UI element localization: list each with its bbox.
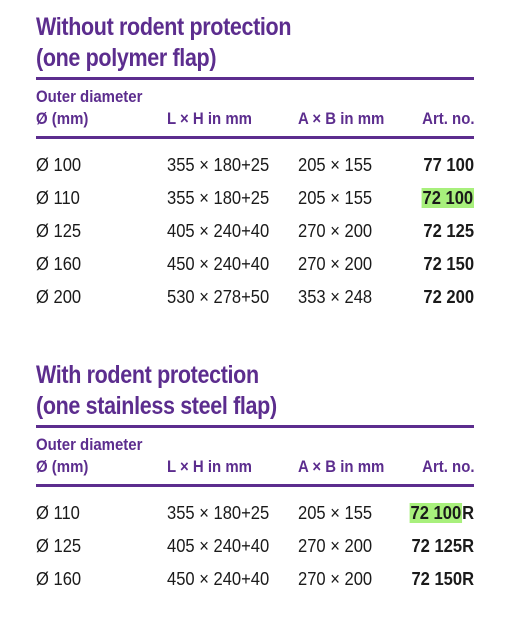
cell-art-no bbox=[423, 248, 474, 281]
art-no-text: 72 200 bbox=[423, 287, 474, 307]
section-title-line2: (one stainless steel flap) bbox=[36, 392, 277, 420]
header-art-no: Art. no. bbox=[421, 457, 474, 476]
art-no-text: 72 150 bbox=[423, 254, 474, 274]
cell-art-no bbox=[423, 149, 474, 182]
art-no-text: 72 150R bbox=[411, 569, 474, 589]
header-outer-diameter bbox=[36, 434, 142, 478]
section-title-line1: With rodent protection bbox=[36, 361, 259, 389]
table-header bbox=[36, 80, 474, 136]
header-outer-diameter-line1: Outer diameter bbox=[36, 87, 143, 106]
section-title bbox=[36, 360, 413, 422]
cell-lxh: 355 × 180+25 bbox=[167, 188, 270, 208]
header-lxh: L × H in mm bbox=[167, 109, 252, 128]
table-row bbox=[36, 497, 474, 530]
art-no-text: 77 100 bbox=[423, 155, 474, 175]
cell-axb: 205 × 155 bbox=[298, 188, 373, 208]
header-outer-diameter-line2: Ø (mm) bbox=[36, 457, 89, 476]
section-with-rodent-protection bbox=[36, 360, 474, 596]
cell-diameter: Ø 160 bbox=[36, 569, 82, 589]
section-without-rodent-protection bbox=[36, 12, 474, 314]
cell-lxh: 405 × 240+40 bbox=[167, 221, 270, 241]
cell-diameter: Ø 200 bbox=[36, 287, 82, 307]
table-row bbox=[36, 149, 474, 182]
cell-lxh: 355 × 180+25 bbox=[167, 503, 270, 523]
cell-diameter: Ø 160 bbox=[36, 254, 82, 274]
cell-axb: 270 × 200 bbox=[298, 221, 373, 241]
cell-axb: 353 × 248 bbox=[298, 287, 373, 307]
cell-art-no bbox=[422, 182, 474, 215]
art-no-text: R bbox=[462, 503, 474, 523]
header-axb: A × B in mm bbox=[298, 109, 385, 128]
cell-art-no bbox=[423, 281, 474, 314]
cell-art-no bbox=[423, 215, 474, 248]
cell-diameter: Ø 125 bbox=[36, 221, 82, 241]
cell-axb: 205 × 155 bbox=[298, 503, 373, 523]
art-no-text: 72 125R bbox=[411, 536, 474, 556]
cell-lxh: 355 × 180+25 bbox=[167, 155, 270, 175]
cell-axb: 270 × 200 bbox=[298, 569, 373, 589]
art-no-text: 72 125 bbox=[423, 221, 474, 241]
section-title bbox=[36, 12, 413, 74]
table-row bbox=[36, 563, 474, 596]
section-title-line2: (one polymer flap) bbox=[36, 44, 217, 72]
cell-diameter: Ø 110 bbox=[36, 503, 80, 523]
header-outer-diameter bbox=[36, 86, 142, 130]
table-header bbox=[36, 428, 474, 484]
cell-art-no bbox=[410, 497, 474, 530]
cell-lxh: 450 × 240+40 bbox=[167, 254, 270, 274]
table-row bbox=[36, 215, 474, 248]
table-body bbox=[36, 139, 474, 314]
cell-art-no bbox=[411, 563, 474, 596]
cell-axb: 270 × 200 bbox=[298, 254, 373, 274]
table-row bbox=[36, 248, 474, 281]
cell-lxh: 450 × 240+40 bbox=[167, 569, 270, 589]
header-outer-diameter-line1: Outer diameter bbox=[36, 435, 143, 454]
cell-diameter: Ø 110 bbox=[36, 188, 80, 208]
section-title-line1: Without rodent protection bbox=[36, 13, 292, 41]
art-no-highlight: 72 100 bbox=[410, 503, 462, 523]
cell-lxh: 530 × 278+50 bbox=[167, 287, 270, 307]
cell-axb: 270 × 200 bbox=[298, 536, 373, 556]
table-row bbox=[36, 530, 474, 563]
cell-art-no bbox=[411, 530, 474, 563]
table-row bbox=[36, 281, 474, 314]
cell-diameter: Ø 125 bbox=[36, 536, 82, 556]
art-no-highlight: 72 100 bbox=[422, 188, 474, 208]
cell-axb: 205 × 155 bbox=[298, 155, 373, 175]
cell-diameter: Ø 100 bbox=[36, 155, 82, 175]
header-art-no: Art. no. bbox=[421, 109, 474, 128]
table-row bbox=[36, 182, 474, 215]
header-lxh: L × H in mm bbox=[167, 457, 252, 476]
header-outer-diameter-line2: Ø (mm) bbox=[36, 109, 89, 128]
cell-lxh: 405 × 240+40 bbox=[167, 536, 270, 556]
table-body bbox=[36, 487, 474, 596]
header-axb: A × B in mm bbox=[298, 457, 385, 476]
